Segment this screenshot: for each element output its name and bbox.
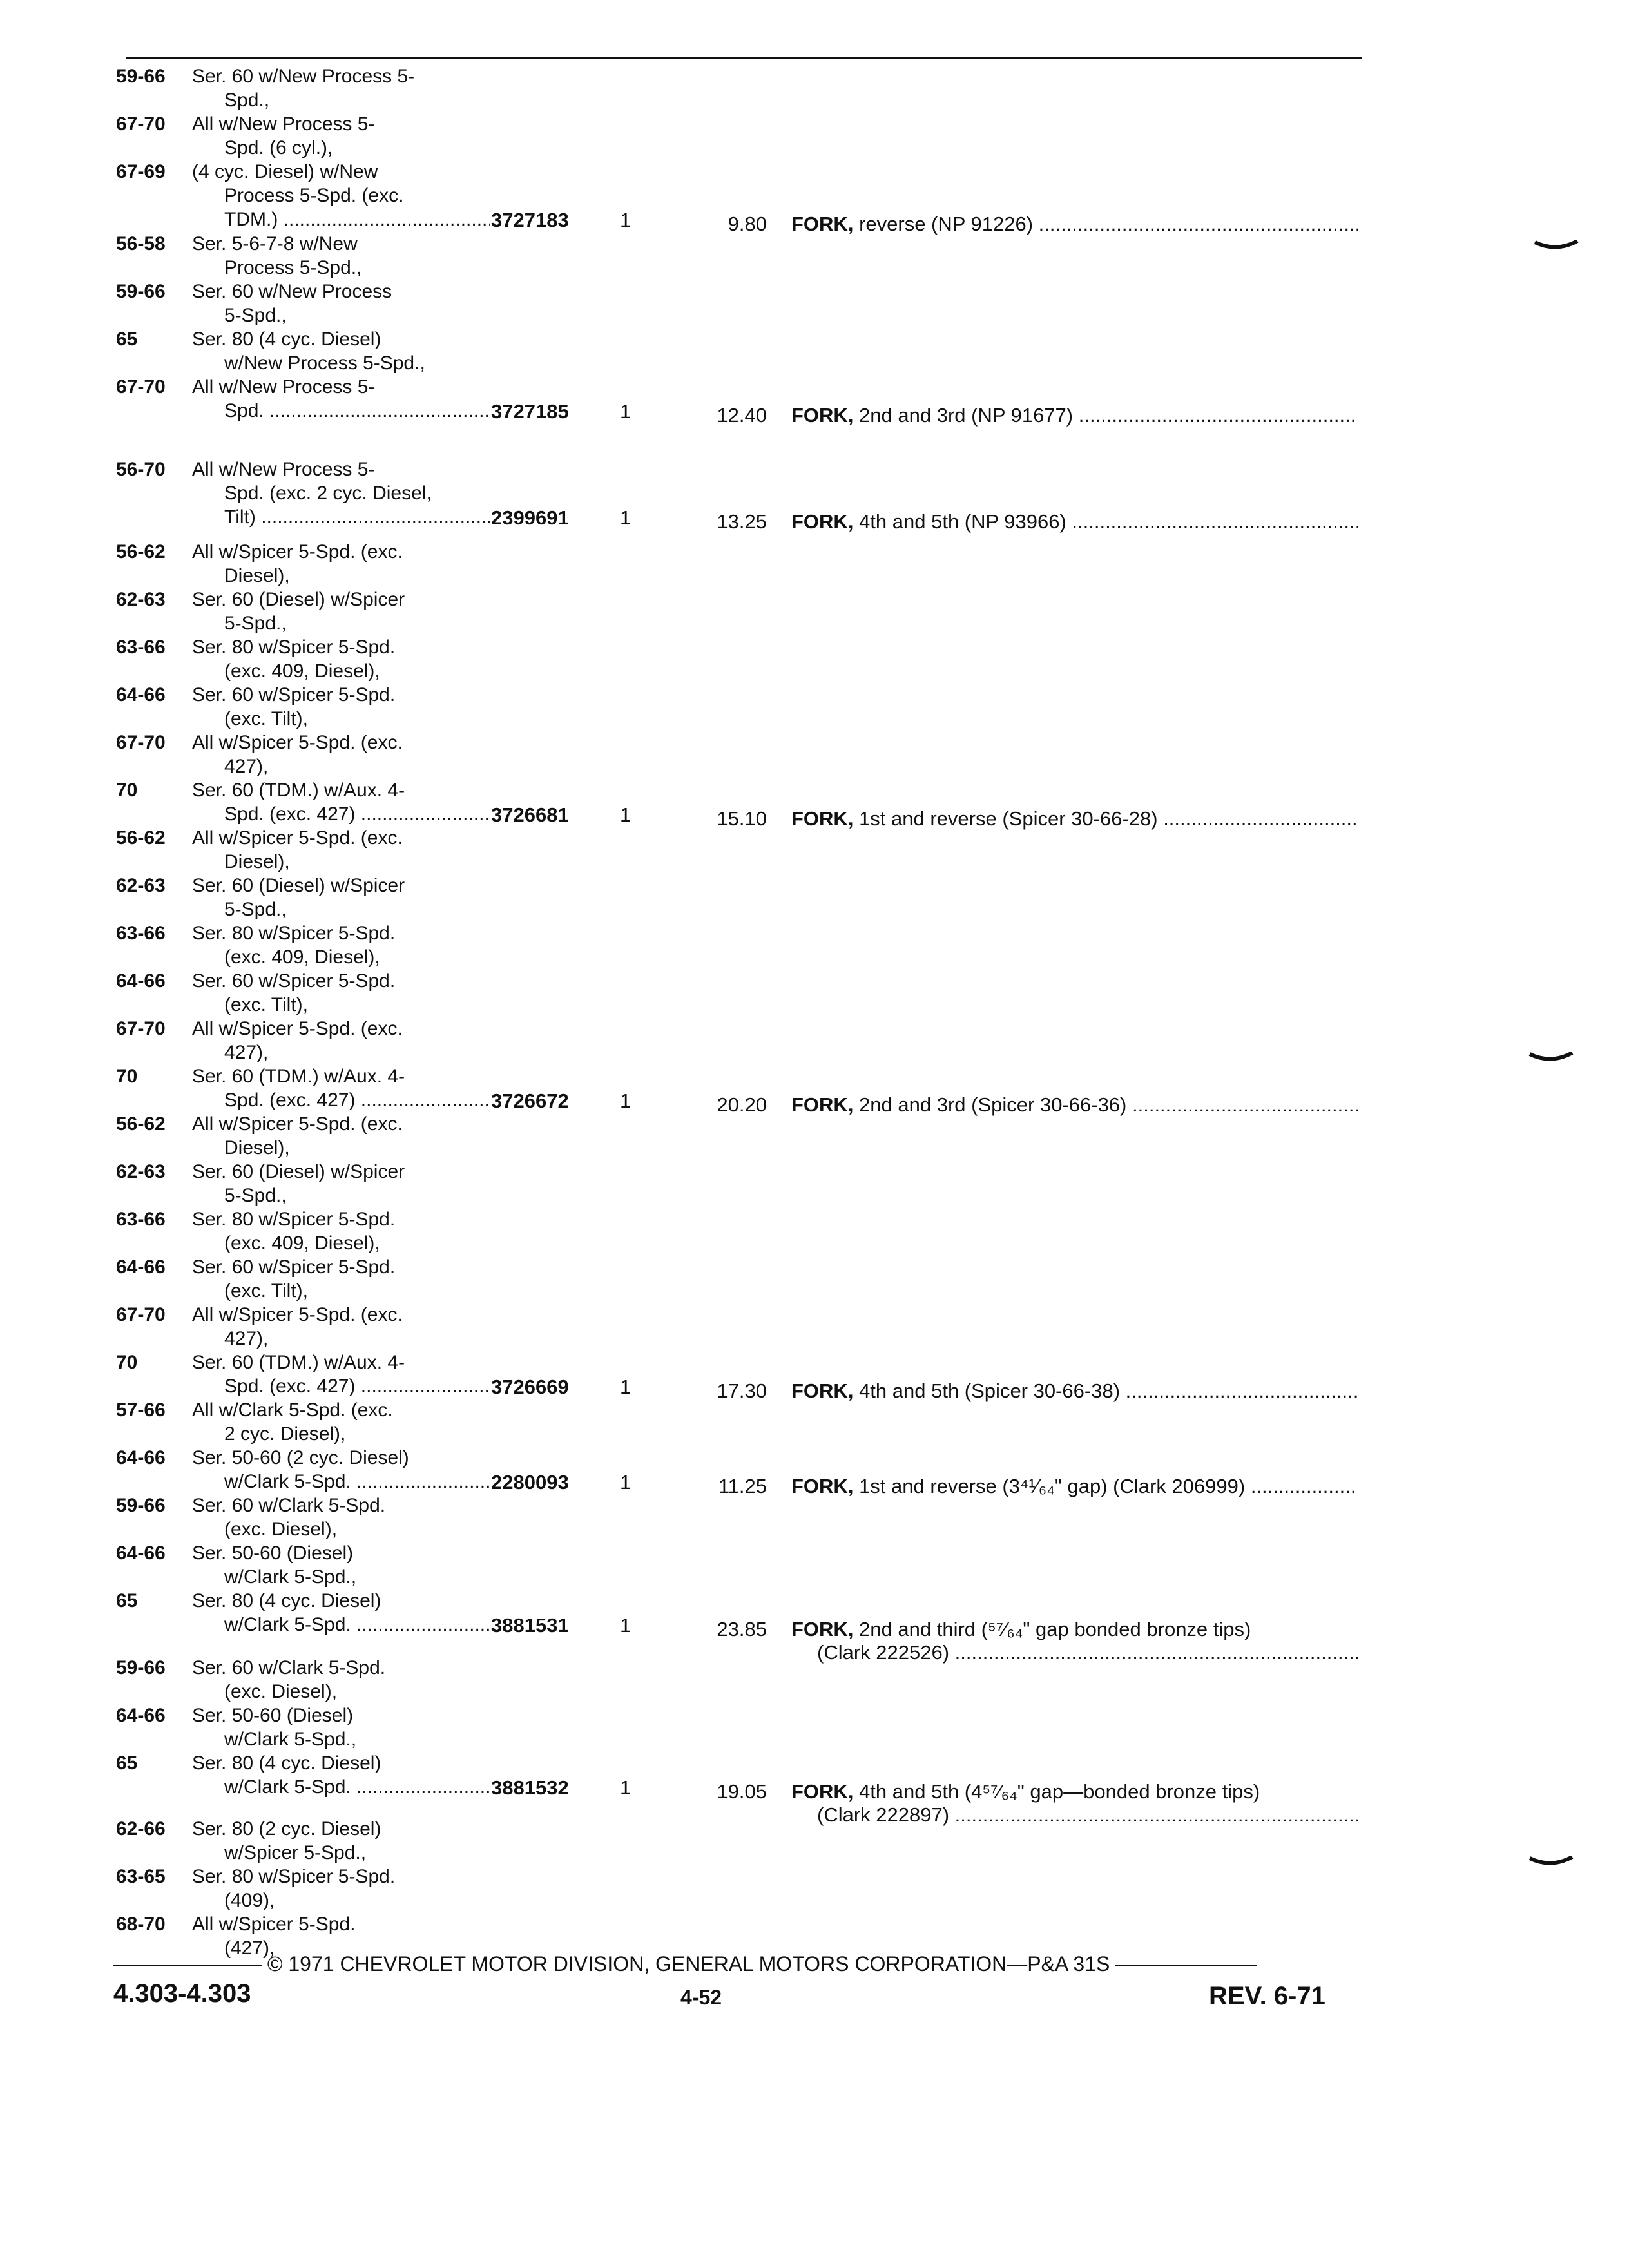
application-text: Ser. 80 (4 cyc. Diesel)	[192, 1590, 381, 1611]
model-years: 57-66	[116, 1399, 166, 1421]
part-description	[791, 1379, 1358, 1403]
application-text: Ser. 5-6-7-8 w/New	[192, 233, 358, 255]
application-line	[116, 505, 490, 529]
application-text: Process 5-Spd. (exc.	[224, 185, 404, 206]
application-line	[116, 184, 490, 207]
application-text: All w/New Process 5-	[192, 113, 375, 135]
model-years: 63-66	[116, 923, 166, 944]
application-line	[116, 1207, 490, 1231]
application-text: TDM.) .....	[224, 207, 490, 231]
copyright-rule-right	[1115, 1965, 1257, 1966]
application-text: Diesel),	[224, 851, 290, 872]
part-name: FORK,	[791, 807, 854, 830]
model-years: 56-62	[116, 541, 166, 562]
model-years: 62-63	[116, 589, 166, 610]
model-years: 65	[116, 1590, 138, 1611]
application-line	[116, 1088, 490, 1112]
application-text: Ser. 80 (2 cyc. Diesel)	[192, 1818, 381, 1840]
list-price: 19.05	[717, 1780, 767, 1803]
application-text: Ser. 80 w/Spicer 5-Spd.	[192, 1866, 396, 1887]
model-years: 56-62	[116, 1113, 166, 1135]
application-line	[116, 1817, 490, 1841]
quantity: 1	[620, 803, 631, 826]
application-text: 427),	[224, 756, 269, 777]
application-line	[116, 635, 490, 659]
list-price: 12.40	[717, 404, 767, 427]
application-text: Ser. 60 w/Spicer 5-Spd.	[192, 684, 396, 706]
part-description	[791, 213, 1358, 236]
application-text: 5-Spd.,	[224, 613, 287, 634]
part-number: 3726681	[491, 803, 569, 826]
application-line	[116, 945, 490, 969]
application-line	[116, 1751, 490, 1775]
application-text: Ser. 50-60 (Diesel)	[192, 1542, 354, 1564]
application-line	[116, 898, 490, 921]
application-line	[116, 826, 490, 850]
part-number: 3726672	[491, 1090, 569, 1112]
list-price: 20.20	[717, 1093, 767, 1116]
supplier-number: (Clark 222526)	[817, 1641, 950, 1664]
application-text: (exc. Diesel),	[224, 1681, 338, 1702]
part-number: 2399691	[491, 506, 569, 529]
model-years: 62-63	[116, 1161, 166, 1182]
application-line	[116, 1041, 490, 1064]
part-number: 3881532	[491, 1776, 569, 1799]
part-description-text: 1st and reverse (Spicer 30-66-28)	[859, 807, 1158, 830]
model-years: 63-65	[116, 1866, 166, 1887]
application-text: (exc. 409, Diesel),	[224, 660, 380, 682]
application-line	[116, 1841, 490, 1865]
application-line	[116, 564, 490, 588]
application-list	[116, 1398, 490, 1494]
application-text: Spd. (exc. 2 cyc. Diesel,	[224, 483, 432, 504]
part-name: FORK,	[791, 1093, 854, 1116]
model-years: 65	[116, 1753, 138, 1774]
quantity: 1	[620, 1471, 631, 1494]
application-line	[116, 1775, 490, 1799]
quantity: 1	[620, 1776, 631, 1799]
list-price: 15.10	[717, 807, 767, 830]
application-line	[116, 683, 490, 707]
application-text: (427),	[224, 1937, 275, 1959]
application-line	[116, 874, 490, 898]
application-line	[116, 1470, 490, 1494]
application-line	[116, 659, 490, 683]
punch-mark	[1534, 240, 1579, 254]
part-description-text: 2nd and third (⁵⁷⁄₆₄" gap bonded bronze tips)	[859, 1618, 1251, 1640]
model-years: 62-63	[116, 875, 166, 896]
application-list	[116, 1112, 490, 1398]
application-line	[116, 1327, 490, 1350]
application-text: Diesel),	[224, 565, 290, 586]
part-number: 3727185	[491, 400, 569, 423]
application-text: w/Clark 5-Spd. .....	[224, 1613, 490, 1637]
application-line	[116, 1865, 490, 1888]
application-list	[116, 1817, 490, 1960]
part-description	[791, 1618, 1358, 1641]
part-description	[791, 1475, 1358, 1498]
application-line	[116, 112, 490, 136]
application-text: 5-Spd.,	[224, 305, 287, 326]
copyright-text: © 1971 CHEVROLET MOTOR DIVISION, GENERAL MOTORS CORPORATION—P&A 31S	[267, 1952, 1110, 1975]
application-text: All w/Spicer 5-Spd. (exc.	[192, 732, 403, 753]
model-years: 67-70	[116, 1304, 166, 1325]
application-text: Diesel),	[224, 1137, 290, 1158]
application-text: Ser. 50-60 (Diesel)	[192, 1705, 354, 1726]
model-years: 63-66	[116, 637, 166, 658]
model-years: 67-69	[116, 161, 166, 182]
section-number: 4.303-4.303	[113, 1979, 251, 2008]
application-line	[116, 921, 490, 945]
application-text: Ser. 60 (Diesel) w/Spicer	[192, 589, 405, 610]
model-years: 62-66	[116, 1818, 166, 1840]
application-line	[116, 850, 490, 874]
list-price: 9.80	[728, 213, 767, 235]
application-line	[116, 1231, 490, 1255]
application-list	[116, 1656, 490, 1799]
model-years: 59-66	[116, 1657, 166, 1678]
application-line	[116, 327, 490, 351]
application-text: Ser. 80 w/Spicer 5-Spd.	[192, 1209, 396, 1230]
application-line	[116, 88, 490, 112]
application-line	[116, 1184, 490, 1207]
model-years: 59-66	[116, 66, 166, 87]
application-line	[116, 1255, 490, 1279]
part-number: 3881531	[491, 1614, 569, 1637]
application-text: Ser. 60 w/Clark 5-Spd.	[192, 1495, 386, 1516]
application-text: Ser. 60 (Diesel) w/Spicer	[192, 875, 405, 896]
application-list	[116, 540, 490, 826]
application-text: w/Clark 5-Spd.,	[224, 1729, 357, 1750]
application-line	[116, 1704, 490, 1727]
application-line	[116, 1374, 490, 1398]
model-years: 65	[116, 329, 138, 350]
application-text: Ser. 60 w/Clark 5-Spd.	[192, 1657, 386, 1678]
application-text: Ser. 60 w/New Process	[192, 281, 392, 302]
application-text: All w/New Process 5-	[192, 459, 375, 480]
model-years: 68-70	[116, 1914, 166, 1935]
list-price: 13.25	[717, 510, 767, 533]
model-years: 64-66	[116, 684, 166, 706]
application-line	[116, 611, 490, 635]
quantity: 1	[620, 1614, 631, 1637]
model-years: 59-66	[116, 281, 166, 302]
application-line	[116, 778, 490, 802]
list-price: 17.30	[717, 1379, 767, 1402]
application-line	[116, 232, 490, 256]
application-line	[116, 256, 490, 280]
application-text: Tilt) .....	[224, 505, 490, 529]
application-text: All w/Clark 5-Spd. (exc.	[192, 1399, 393, 1421]
part-name: FORK,	[791, 1618, 854, 1640]
part-description-cont	[791, 1803, 1358, 1827]
punch-mark	[1528, 1856, 1574, 1870]
model-years: 67-70	[116, 1018, 166, 1039]
application-line	[116, 375, 490, 399]
application-line	[116, 303, 490, 327]
application-line	[116, 64, 490, 88]
application-line	[116, 1613, 490, 1637]
application-line	[116, 731, 490, 754]
application-line	[116, 1589, 490, 1613]
application-line	[116, 754, 490, 778]
application-text: All w/New Process 5-	[192, 376, 375, 398]
model-years: 70	[116, 780, 138, 801]
application-line	[116, 1064, 490, 1088]
application-text: (exc. Tilt),	[224, 708, 309, 729]
application-line	[116, 1160, 490, 1184]
application-line	[116, 1446, 490, 1470]
part-name: FORK,	[791, 1379, 854, 1402]
application-text: (exc. Diesel),	[224, 1519, 338, 1540]
part-description-cont	[791, 1641, 1358, 1664]
application-text: Ser. 50-60 (2 cyc. Diesel)	[192, 1447, 409, 1468]
model-years: 64-66	[116, 970, 166, 992]
application-line	[116, 588, 490, 611]
application-text: All w/Spicer 5-Spd. (exc.	[192, 1018, 403, 1039]
application-line	[116, 1136, 490, 1160]
list-price: 23.85	[717, 1618, 767, 1640]
application-list	[116, 826, 490, 1112]
part-description-text: 2nd and 3rd (NP 91677)	[859, 404, 1074, 427]
copyright-line	[113, 1952, 1351, 1976]
quantity: 1	[620, 209, 631, 231]
application-text: Ser. 80 w/Spicer 5-Spd.	[192, 637, 396, 658]
part-description	[791, 1780, 1358, 1803]
application-text: Spd. (exc. 427) .....	[224, 802, 490, 826]
application-line	[116, 1017, 490, 1041]
application-line	[116, 1680, 490, 1704]
part-name: FORK,	[791, 213, 854, 235]
application-list	[116, 64, 490, 231]
part-number: 3726669	[491, 1376, 569, 1398]
application-text: Spd. (6 cyl.),	[224, 137, 333, 159]
application-text: All w/Spicer 5-Spd. (exc.	[192, 827, 403, 849]
model-years: 64-66	[116, 1705, 166, 1726]
application-text: Ser. 80 (4 cyc. Diesel)	[192, 1753, 381, 1774]
part-description	[791, 404, 1358, 427]
application-text: All w/Spicer 5-Spd. (exc.	[192, 541, 403, 562]
application-line	[116, 1517, 490, 1541]
application-text: 5-Spd.,	[224, 1185, 287, 1206]
model-years: 67-70	[116, 732, 166, 753]
application-line	[116, 1422, 490, 1446]
model-years: 64-66	[116, 1542, 166, 1564]
quantity: 1	[620, 400, 631, 423]
application-text: Spd.,	[224, 90, 270, 111]
application-text: Ser. 60 (TDM.) w/Aux. 4-	[192, 780, 405, 801]
application-line	[116, 1303, 490, 1327]
application-line	[116, 540, 490, 564]
part-name: FORK,	[791, 510, 854, 533]
application-text: 427),	[224, 1328, 269, 1349]
model-years: 64-66	[116, 1447, 166, 1468]
application-text: (exc. 409, Diesel),	[224, 947, 380, 968]
supplier-number: (Clark 222897)	[817, 1803, 950, 1826]
application-text: (exc. 409, Diesel),	[224, 1233, 380, 1254]
punch-mark	[1528, 1052, 1574, 1066]
application-line	[116, 1279, 490, 1303]
part-name: FORK,	[791, 1780, 854, 1803]
application-text: Ser. 60 w/Spicer 5-Spd.	[192, 1256, 396, 1278]
part-description-text: 4th and 5th (4⁵⁷⁄₆₄" gap—bonded bronze tips)	[859, 1780, 1260, 1803]
part-number: 2280093	[491, 1471, 569, 1494]
application-line	[116, 969, 490, 993]
model-years: 63-66	[116, 1209, 166, 1230]
application-text: 427),	[224, 1042, 269, 1063]
model-years: 64-66	[116, 1256, 166, 1278]
part-name: FORK,	[791, 1475, 854, 1497]
application-line	[116, 280, 490, 303]
application-text: Ser. 60 (TDM.) w/Aux. 4-	[192, 1352, 405, 1373]
model-years: 70	[116, 1352, 138, 1373]
application-line	[116, 136, 490, 160]
application-line	[116, 802, 490, 826]
application-text: (4 cyc. Diesel) w/New	[192, 161, 378, 182]
application-line	[116, 1398, 490, 1422]
part-description-text: reverse (NP 91226)	[859, 213, 1034, 235]
application-list	[116, 457, 490, 529]
application-line	[116, 457, 490, 481]
application-list	[116, 1494, 490, 1637]
application-text: Spd. (exc. 427) .....	[224, 1374, 490, 1398]
application-text: Ser. 60 w/Spicer 5-Spd.	[192, 970, 396, 992]
quantity: 1	[620, 1090, 631, 1112]
application-text: All w/Spicer 5-Spd.	[192, 1914, 356, 1935]
top-rule	[126, 57, 1362, 59]
application-text: 5-Spd.,	[224, 899, 287, 920]
list-price: 11.25	[718, 1475, 767, 1497]
copyright-rule-left	[113, 1965, 262, 1966]
application-line	[116, 1350, 490, 1374]
application-line	[116, 481, 490, 505]
application-line	[116, 1494, 490, 1517]
page-number: 4-52	[680, 1986, 722, 2009]
application-text: w/Clark 5-Spd. .....	[224, 1470, 490, 1494]
application-text: w/Clark 5-Spd.,	[224, 1566, 357, 1588]
application-list	[116, 232, 490, 423]
part-description-text: 2nd and 3rd (Spicer 30-66-36)	[859, 1093, 1127, 1116]
part-description	[791, 1093, 1358, 1117]
application-text: (409),	[224, 1890, 275, 1911]
application-text: Ser. 60 (Diesel) w/Spicer	[192, 1161, 405, 1182]
model-years: 67-70	[116, 376, 166, 398]
application-line	[116, 1112, 490, 1136]
application-text: All w/Spicer 5-Spd. (exc.	[192, 1304, 403, 1325]
application-line	[116, 1541, 490, 1565]
revision-label: REV. 6-71	[1209, 1982, 1325, 2010]
application-line	[116, 351, 490, 375]
application-text: Spd. (exc. 427) .....	[224, 1088, 490, 1112]
application-line	[116, 1888, 490, 1912]
part-number: 3727183	[491, 209, 569, 231]
part-description	[791, 807, 1358, 831]
application-text: 2 cyc. Diesel),	[224, 1423, 346, 1445]
model-years: 67-70	[116, 113, 166, 135]
application-text: All w/Spicer 5-Spd. (exc.	[192, 1113, 403, 1135]
application-text: w/New Process 5-Spd.,	[224, 352, 425, 374]
application-line	[116, 399, 490, 423]
application-text: w/Clark 5-Spd. .....	[224, 1775, 490, 1799]
model-years: 70	[116, 1066, 138, 1087]
model-years: 56-58	[116, 233, 166, 255]
model-years: 56-62	[116, 827, 166, 849]
application-line	[116, 707, 490, 731]
application-text: Ser. 80 w/Spicer 5-Spd.	[192, 923, 396, 944]
application-line	[116, 1565, 490, 1589]
application-text: Spd. .....	[224, 399, 490, 423]
part-name: FORK,	[791, 404, 854, 427]
application-text: Process 5-Spd.,	[224, 257, 362, 278]
model-years: 59-66	[116, 1495, 166, 1516]
application-text: Ser. 60 (TDM.) w/Aux. 4-	[192, 1066, 405, 1087]
application-line	[116, 1656, 490, 1680]
part-description-text: 1st and reverse (3⁴¹⁄₆₄" gap) (Clark 206999)	[859, 1475, 1246, 1497]
application-text: w/Spicer 5-Spd.,	[224, 1842, 367, 1863]
application-text: Ser. 60 w/New Process 5-	[192, 66, 415, 87]
part-description-text: 4th and 5th (Spicer 30-66-38)	[859, 1379, 1121, 1402]
application-line	[116, 207, 490, 231]
quantity: 1	[620, 1376, 631, 1398]
part-description-text: 4th and 5th (NP 93966)	[859, 510, 1066, 533]
model-years: 56-70	[116, 459, 166, 480]
application-line	[116, 1912, 490, 1936]
quantity: 1	[620, 506, 631, 529]
application-line	[116, 1727, 490, 1751]
application-text: (exc. Tilt),	[224, 1280, 309, 1302]
part-description	[791, 510, 1358, 533]
application-text: (exc. Tilt),	[224, 994, 309, 1015]
application-text: Ser. 80 (4 cyc. Diesel)	[192, 329, 381, 350]
application-line	[116, 160, 490, 184]
application-line	[116, 993, 490, 1017]
